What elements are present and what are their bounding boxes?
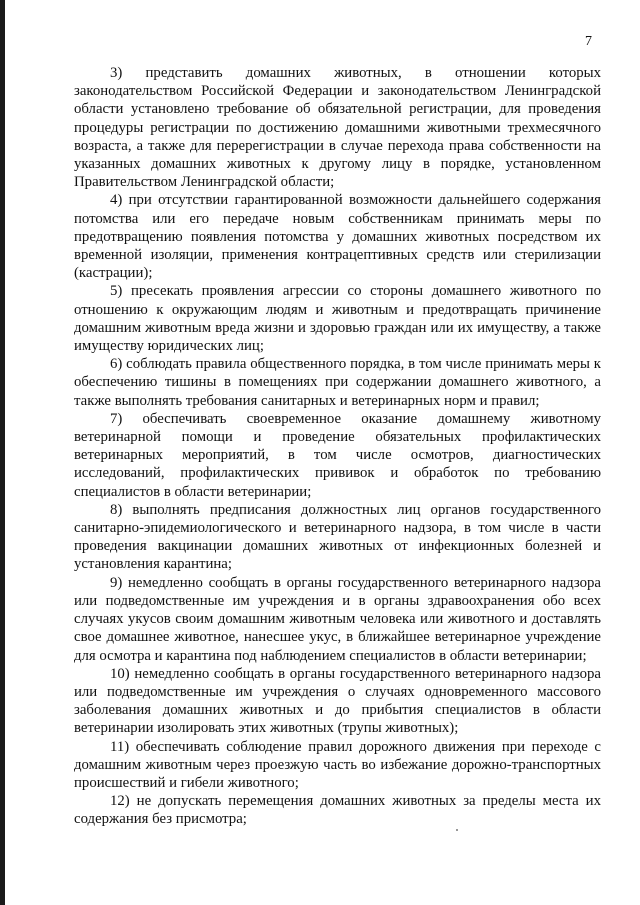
- paragraph-8: 8) выполнять предписания должностных лиц органов государственного санитарно-эпидемиологического и ветеринарного надзора, в том числе в части проведения вакцинации домашних животных от инфекционных болезней и установления карантина;: [74, 501, 601, 573]
- paragraph-6: 6) соблюдать правила общественного порядка, в том числе принимать меры к обеспечению тишины в помещениях при содержании домашнего животного, а также выполнять требования санитарных и ветеринарных норм и правил;: [74, 356, 601, 409]
- paragraph-12: 12) не допускать перемещения домашних животных за пределы места их содержания без присмотра;: [74, 793, 601, 828]
- scan-edge: [0, 0, 5, 905]
- paragraph-7: 7) обеспечивать своевременное оказание домашнему животному ветеринарной помощи и проведение обязательных профилактических ветеринарных мероприятий, в том числе осмотров, диагностических исследований, профилактических прививок и обработок по требованию специалистов в области ветеринарии;: [74, 410, 601, 500]
- paragraph-3: 3) представить домашних животных, в отношении которых законодательством Российской Федерации и законодательством Ленинградской области установлено требование об обязательной регистрации, для проведения процедуры регистрации по достижению домашними животными трехмесячного возраста, а также для перерегистрации в случае перехода права собственности на указанных домашних животных к другому лицу в порядке, установленном Правительством Ленинградской области;: [74, 65, 601, 191]
- paragraph-4: 4) при отсутствии гарантированной возможности дальнейшего содержания потомства или его передаче новым собственникам принимать меры по предотвращению появления потомства у домашних животных посредством их временной изоляции, применения контрацептивных средств или стерилизации (кастрации);: [74, 192, 601, 282]
- page-number: 7: [585, 34, 592, 49]
- scan-speck: [456, 829, 458, 831]
- paragraph-9: 9) немедленно сообщать в органы государственного ветеринарного надзора или подведомственные им учреждения и в органы здравоохранения обо всех случаях укусов своим домашним животным человека или животного и доставлять свое домашнее животное, нанесшее укус, в ближайшее ветеринарное учреждение для осмотра и карантина под наблюдением специалистов в области ветеринарии;: [74, 574, 601, 664]
- document-body: [74, 64, 601, 829]
- paragraph-5: 5) пресекать проявления агрессии со стороны домашнего животного по отношению к окружающим людям и животным и предотвращать причинение домашним животным вреда жизни и здоровью граждан или их имуществу, а также имуществу юридических лиц;: [74, 283, 601, 355]
- paragraph-11: 11) обеспечивать соблюдение правил дорожного движения при переходе с домашним животным через проезжую часть во избежание дорожно-транспортных происшествий и гибели животного;: [74, 738, 601, 791]
- paragraph-10: 10) немедленно сообщать в органы государственного ветеринарного надзора или подведомственные им учреждения о случаях одновременного массового заболевания домашних животных и до прибытия специалистов в области ветеринарии изолировать этих животных (трупы животных);: [74, 665, 601, 737]
